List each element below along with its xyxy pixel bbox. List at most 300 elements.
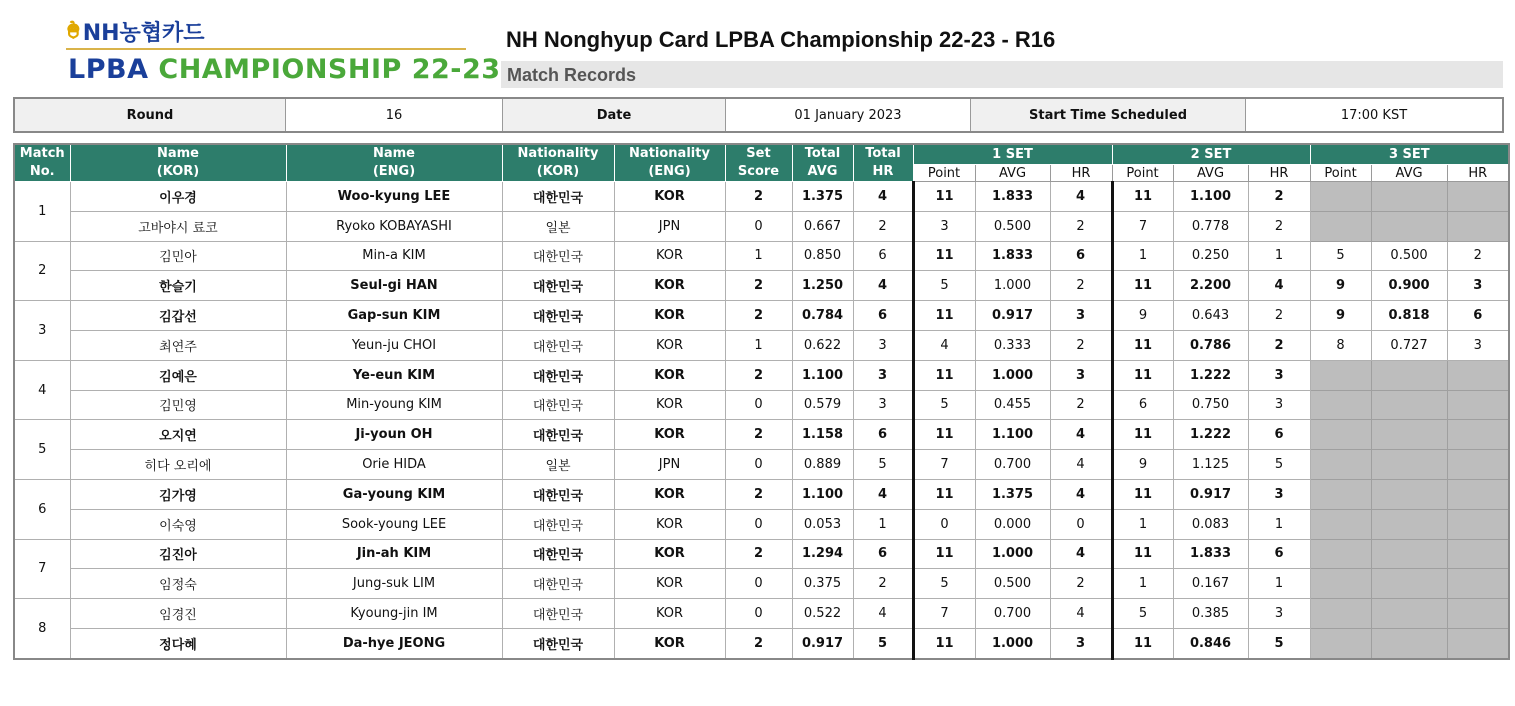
- player-nationality-kor: 대한민국: [502, 569, 614, 599]
- set3-empty-cell: [1371, 509, 1447, 539]
- col-nationality-kor: Nationality (KOR): [502, 144, 614, 182]
- set1-hr-cell: 2: [1050, 390, 1112, 420]
- set1-hr-cell: 4: [1050, 479, 1112, 509]
- subtitle-bar: [501, 61, 1503, 88]
- set2-avg-cell: 1.100: [1173, 182, 1248, 212]
- nh-emblem-icon: 🌰︎: [66, 17, 81, 45]
- set3-empty-cell: [1310, 420, 1371, 450]
- player-nationality-kor: 대한민국: [502, 301, 614, 331]
- date-label: Date: [503, 98, 726, 132]
- player-total-avg: 0.889: [792, 450, 853, 480]
- round-value: 16: [286, 98, 503, 132]
- set3-empty-cell: [1371, 539, 1447, 569]
- player-nationality-kor: 대한민국: [502, 330, 614, 360]
- set1-point-cell: 11: [913, 420, 975, 450]
- lpba-logo: [66, 16, 501, 90]
- set2-avg-cell: 0.846: [1173, 628, 1248, 658]
- player-name-eng: Gap-sun KIM: [286, 301, 502, 331]
- player-nationality-kor: 대한민국: [502, 241, 614, 271]
- player-total-avg: 0.579: [792, 390, 853, 420]
- player-total-hr: 6: [853, 539, 913, 569]
- player-nationality-eng: KOR: [614, 539, 725, 569]
- player-nationality-kor: 대한민국: [502, 599, 614, 629]
- set1-point-cell: 3: [913, 211, 975, 241]
- set2-hr-cell: 2: [1248, 211, 1310, 241]
- set2-point-cell: 11: [1112, 420, 1173, 450]
- player-nationality-kor: 대한민국: [502, 360, 614, 390]
- set3-empty-cell: [1310, 628, 1371, 658]
- player-total-avg: 0.622: [792, 330, 853, 360]
- set3-empty-cell: [1371, 450, 1447, 480]
- set1-hr-cell: 6: [1050, 241, 1112, 271]
- player-nationality-kor: 대한민국: [502, 509, 614, 539]
- set2-avg-cell: 0.083: [1173, 509, 1248, 539]
- player-name-eng: Jung-suk LIM: [286, 569, 502, 599]
- col-set3: 3 SET: [1310, 144, 1509, 165]
- player-set-score: 0: [725, 599, 792, 629]
- table-row: [14, 241, 1509, 271]
- set2-point-cell: 11: [1112, 271, 1173, 301]
- set3-hr-cell: 2: [1447, 241, 1509, 271]
- player-name-eng: Yeun-ju CHOI: [286, 330, 502, 360]
- set2-avg-cell: 0.167: [1173, 569, 1248, 599]
- table-row: [14, 271, 1509, 301]
- match-number-cell: 2: [14, 241, 70, 301]
- set2-hr-cell: 1: [1248, 569, 1310, 599]
- player-name-kor: 오지연: [70, 420, 286, 450]
- player-name-kor: 이숙영: [70, 509, 286, 539]
- logo-championship: [68, 54, 501, 85]
- set3-empty-cell: [1371, 360, 1447, 390]
- player-name-eng: Seul-gi HAN: [286, 271, 502, 301]
- set3-avg-cell: 0.900: [1371, 271, 1447, 301]
- set3-empty-cell: [1447, 509, 1509, 539]
- player-total-hr: 4: [853, 271, 913, 301]
- table-row: [14, 301, 1509, 331]
- col-total-avg: Total AVG: [792, 144, 853, 182]
- player-nationality-kor: 대한민국: [502, 182, 614, 212]
- set3-empty-cell: [1447, 479, 1509, 509]
- set2-point-cell: 5: [1112, 599, 1173, 629]
- set3-hr-cell: 6: [1447, 301, 1509, 331]
- player-name-eng: Ga-young KIM: [286, 479, 502, 509]
- set2-hr-cell: 5: [1248, 628, 1310, 658]
- set3-empty-cell: [1371, 569, 1447, 599]
- player-total-avg: 1.158: [792, 420, 853, 450]
- player-nationality-eng: KOR: [614, 599, 725, 629]
- start-time-label: Start Time Scheduled: [971, 98, 1246, 132]
- player-total-avg: 0.850: [792, 241, 853, 271]
- set1-avg-cell: 0.500: [975, 211, 1050, 241]
- player-name-eng: Ji-youn OH: [286, 420, 502, 450]
- set3-empty-cell: [1310, 599, 1371, 629]
- set2-point-cell: 1: [1112, 241, 1173, 271]
- set2-hr-cell: 6: [1248, 539, 1310, 569]
- player-name-eng: Jin-ah KIM: [286, 539, 502, 569]
- player-total-avg: 0.917: [792, 628, 853, 658]
- player-total-hr: 3: [853, 330, 913, 360]
- set1-avg-cell: 0.700: [975, 450, 1050, 480]
- col-set2-avg: AVG: [1173, 165, 1248, 182]
- set1-point-cell: 0: [913, 509, 975, 539]
- set1-point-cell: 7: [913, 450, 975, 480]
- match-number-cell: 8: [14, 599, 70, 659]
- set3-empty-cell: [1310, 360, 1371, 390]
- player-name-kor: 김민영: [70, 390, 286, 420]
- set1-point-cell: 11: [913, 479, 975, 509]
- match-number-cell: 5: [14, 420, 70, 480]
- set3-point-cell: 9: [1310, 271, 1371, 301]
- set3-empty-cell: [1447, 390, 1509, 420]
- player-name-eng: Min-a KIM: [286, 241, 502, 271]
- set3-empty-cell: [1310, 509, 1371, 539]
- match-number-cell: 1: [14, 182, 70, 242]
- player-name-kor: 임정숙: [70, 569, 286, 599]
- set2-avg-cell: 1.833: [1173, 539, 1248, 569]
- player-name-kor: 김가영: [70, 479, 286, 509]
- table-row: [14, 360, 1509, 390]
- set1-point-cell: 11: [913, 241, 975, 271]
- set1-avg-cell: 0.333: [975, 330, 1050, 360]
- player-name-eng: Sook-young LEE: [286, 509, 502, 539]
- set3-avg-cell: 0.818: [1371, 301, 1447, 331]
- set1-point-cell: 11: [913, 360, 975, 390]
- player-total-hr: 4: [853, 182, 913, 212]
- set3-empty-cell: [1447, 420, 1509, 450]
- player-set-score: 0: [725, 390, 792, 420]
- set2-avg-cell: 1.222: [1173, 360, 1248, 390]
- set2-point-cell: 6: [1112, 390, 1173, 420]
- set3-avg-cell: 0.500: [1371, 241, 1447, 271]
- set1-hr-cell: 4: [1050, 450, 1112, 480]
- logo-lpba-text: LPBA: [68, 54, 149, 85]
- set2-hr-cell: 4: [1248, 271, 1310, 301]
- player-total-avg: 1.250: [792, 271, 853, 301]
- player-nationality-eng: KOR: [614, 390, 725, 420]
- set1-avg-cell: 0.500: [975, 569, 1050, 599]
- set3-empty-cell: [1310, 390, 1371, 420]
- set2-avg-cell: 0.778: [1173, 211, 1248, 241]
- player-name-kor: 최연주: [70, 330, 286, 360]
- set1-avg-cell: 1.375: [975, 479, 1050, 509]
- player-name-kor: 정다혜: [70, 628, 286, 658]
- player-nationality-eng: KOR: [614, 241, 725, 271]
- player-nationality-eng: KOR: [614, 509, 725, 539]
- player-name-kor: 임경진: [70, 599, 286, 629]
- player-nationality-eng: KOR: [614, 182, 725, 212]
- set3-empty-cell: [1310, 479, 1371, 509]
- player-nationality-kor: 일본: [502, 211, 614, 241]
- player-set-score: 2: [725, 301, 792, 331]
- set3-empty-cell: [1310, 450, 1371, 480]
- player-set-score: 0: [725, 509, 792, 539]
- player-nationality-eng: JPN: [614, 211, 725, 241]
- player-name-eng: Min-young KIM: [286, 390, 502, 420]
- player-total-hr: 1: [853, 509, 913, 539]
- player-name-kor: 김민아: [70, 241, 286, 271]
- set1-point-cell: 11: [913, 539, 975, 569]
- player-set-score: 0: [725, 569, 792, 599]
- player-nationality-kor: 일본: [502, 450, 614, 480]
- player-name-kor: 한슬기: [70, 271, 286, 301]
- col-total-hr: Total HR: [853, 144, 913, 182]
- set3-empty-cell: [1447, 539, 1509, 569]
- match-number-cell: 3: [14, 301, 70, 361]
- set2-avg-cell: 0.786: [1173, 330, 1248, 360]
- set2-avg-cell: 0.250: [1173, 241, 1248, 271]
- player-total-hr: 3: [853, 360, 913, 390]
- player-set-score: 0: [725, 211, 792, 241]
- col-set1-hr: HR: [1050, 165, 1112, 182]
- set1-point-cell: 5: [913, 390, 975, 420]
- set2-point-cell: 11: [1112, 182, 1173, 212]
- player-total-hr: 6: [853, 241, 913, 271]
- match-records-table: [13, 143, 1510, 660]
- set1-hr-cell: 2: [1050, 211, 1112, 241]
- table-row: [14, 330, 1509, 360]
- set1-avg-cell: 1.833: [975, 241, 1050, 271]
- set3-empty-cell: [1371, 420, 1447, 450]
- col-set3-hr: HR: [1447, 165, 1509, 182]
- player-nationality-eng: KOR: [614, 628, 725, 658]
- set2-point-cell: 9: [1112, 301, 1173, 331]
- set2-point-cell: 11: [1112, 330, 1173, 360]
- match-number-cell: 7: [14, 539, 70, 599]
- player-nationality-kor: 대한민국: [502, 479, 614, 509]
- set2-avg-cell: 1.222: [1173, 420, 1248, 450]
- set1-hr-cell: 4: [1050, 599, 1112, 629]
- set2-avg-cell: 0.750: [1173, 390, 1248, 420]
- match-number-cell: 6: [14, 479, 70, 539]
- player-nationality-kor: 대한민국: [502, 390, 614, 420]
- player-set-score: 2: [725, 539, 792, 569]
- date-value: 01 January 2023: [726, 98, 971, 132]
- set1-avg-cell: 1.000: [975, 628, 1050, 658]
- player-nationality-eng: KOR: [614, 330, 725, 360]
- set1-point-cell: 11: [913, 628, 975, 658]
- set1-avg-cell: 0.455: [975, 390, 1050, 420]
- set1-hr-cell: 0: [1050, 509, 1112, 539]
- set1-hr-cell: 4: [1050, 539, 1112, 569]
- table-row: [14, 539, 1509, 569]
- table-row: [14, 628, 1509, 658]
- set2-hr-cell: 5: [1248, 450, 1310, 480]
- player-nationality-kor: 대한민국: [502, 271, 614, 301]
- set1-avg-cell: 0.700: [975, 599, 1050, 629]
- player-name-eng: Da-hye JEONG: [286, 628, 502, 658]
- set3-empty-cell: [1447, 569, 1509, 599]
- set2-point-cell: 1: [1112, 569, 1173, 599]
- match-number-cell: 4: [14, 360, 70, 420]
- set2-hr-cell: 2: [1248, 330, 1310, 360]
- table-row: [14, 569, 1509, 599]
- set2-avg-cell: 1.125: [1173, 450, 1248, 480]
- player-name-kor: 김갑선: [70, 301, 286, 331]
- player-total-hr: 6: [853, 301, 913, 331]
- player-set-score: 2: [725, 420, 792, 450]
- player-nationality-eng: JPN: [614, 450, 725, 480]
- player-name-eng: Ye-eun KIM: [286, 360, 502, 390]
- set2-point-cell: 9: [1112, 450, 1173, 480]
- set1-hr-cell: 4: [1050, 420, 1112, 450]
- set1-point-cell: 5: [913, 569, 975, 599]
- set1-avg-cell: 0.917: [975, 301, 1050, 331]
- player-total-avg: 0.375: [792, 569, 853, 599]
- player-total-avg: 1.375: [792, 182, 853, 212]
- set3-empty-cell: [1310, 211, 1371, 241]
- player-set-score: 0: [725, 450, 792, 480]
- set1-point-cell: 11: [913, 301, 975, 331]
- set2-hr-cell: 2: [1248, 301, 1310, 331]
- col-set-score: Set Score: [725, 144, 792, 182]
- table-row: [14, 509, 1509, 539]
- set3-point-cell: 5: [1310, 241, 1371, 271]
- set2-point-cell: 11: [1112, 628, 1173, 658]
- set3-empty-cell: [1310, 182, 1371, 212]
- logo-top-text: NH농협카드: [82, 20, 205, 46]
- player-total-avg: 0.784: [792, 301, 853, 331]
- set3-empty-cell: [1371, 599, 1447, 629]
- set3-empty-cell: [1447, 360, 1509, 390]
- table-row: [14, 599, 1509, 629]
- col-match-no: Match No.: [14, 144, 70, 182]
- set1-avg-cell: 1.000: [975, 271, 1050, 301]
- set1-hr-cell: 2: [1050, 569, 1112, 599]
- logo-champ-text: CHAMPIONSHIP 22-23: [158, 54, 501, 85]
- set3-empty-cell: [1447, 450, 1509, 480]
- set2-hr-cell: 3: [1248, 390, 1310, 420]
- player-total-avg: 0.053: [792, 509, 853, 539]
- col-set2-hr: HR: [1248, 165, 1310, 182]
- set1-point-cell: 11: [913, 182, 975, 212]
- col-set1-avg: AVG: [975, 165, 1050, 182]
- set1-avg-cell: 1.000: [975, 360, 1050, 390]
- set3-point-cell: 8: [1310, 330, 1371, 360]
- player-nationality-kor: 대한민국: [502, 628, 614, 658]
- set1-hr-cell: 2: [1050, 271, 1112, 301]
- col-name-eng: Name (ENG): [286, 144, 502, 182]
- set1-point-cell: 7: [913, 599, 975, 629]
- set3-empty-cell: [1447, 628, 1509, 658]
- player-set-score: 2: [725, 628, 792, 658]
- player-nationality-eng: KOR: [614, 420, 725, 450]
- col-set2: 2 SET: [1112, 144, 1310, 165]
- set3-empty-cell: [1371, 182, 1447, 212]
- player-name-kor: 김진아: [70, 539, 286, 569]
- player-total-avg: 1.100: [792, 479, 853, 509]
- page-subtitle: Match Records: [507, 65, 637, 85]
- player-set-score: 2: [725, 479, 792, 509]
- set3-empty-cell: [1447, 182, 1509, 212]
- player-total-hr: 5: [853, 628, 913, 658]
- player-total-avg: 0.522: [792, 599, 853, 629]
- set3-point-cell: 9: [1310, 301, 1371, 331]
- set2-hr-cell: 3: [1248, 599, 1310, 629]
- page-title: NH Nonghyup Card LPBA Championship 22-23 - R16: [506, 27, 1056, 52]
- table-row: [14, 420, 1509, 450]
- set2-hr-cell: 1: [1248, 509, 1310, 539]
- player-total-hr: 2: [853, 569, 913, 599]
- set3-empty-cell: [1310, 569, 1371, 599]
- set2-point-cell: 11: [1112, 479, 1173, 509]
- player-set-score: 1: [725, 241, 792, 271]
- set1-hr-cell: 4: [1050, 182, 1112, 212]
- set3-empty-cell: [1310, 539, 1371, 569]
- table-row: [14, 479, 1509, 509]
- col-set1: 1 SET: [913, 144, 1112, 165]
- nh-card-logo: [66, 16, 205, 46]
- col-set3-avg: AVG: [1371, 165, 1447, 182]
- col-set3-point: Point: [1310, 165, 1371, 182]
- set1-avg-cell: 0.000: [975, 509, 1050, 539]
- set1-point-cell: 5: [913, 271, 975, 301]
- table-row: [14, 450, 1509, 480]
- logo-divider: [66, 48, 466, 50]
- player-total-hr: 6: [853, 420, 913, 450]
- table-row: [14, 390, 1509, 420]
- table-row: [14, 211, 1509, 241]
- player-nationality-eng: KOR: [614, 301, 725, 331]
- set2-hr-cell: 3: [1248, 479, 1310, 509]
- player-set-score: 1: [725, 330, 792, 360]
- player-nationality-kor: 대한민국: [502, 539, 614, 569]
- set3-hr-cell: 3: [1447, 271, 1509, 301]
- set3-empty-cell: [1371, 390, 1447, 420]
- player-total-avg: 1.100: [792, 360, 853, 390]
- player-total-hr: 4: [853, 479, 913, 509]
- match-info-table: [13, 97, 1504, 133]
- player-name-eng: Orie HIDA: [286, 450, 502, 480]
- set2-hr-cell: 3: [1248, 360, 1310, 390]
- player-total-hr: 5: [853, 450, 913, 480]
- player-total-avg: 1.294: [792, 539, 853, 569]
- set1-hr-cell: 2: [1050, 330, 1112, 360]
- set2-hr-cell: 2: [1248, 182, 1310, 212]
- player-name-kor: 이우경: [70, 182, 286, 212]
- col-set1-point: Point: [913, 165, 975, 182]
- set2-point-cell: 11: [1112, 539, 1173, 569]
- player-set-score: 2: [725, 271, 792, 301]
- set2-point-cell: 7: [1112, 211, 1173, 241]
- set1-avg-cell: 1.100: [975, 420, 1050, 450]
- set3-empty-cell: [1447, 211, 1509, 241]
- set3-avg-cell: 0.727: [1371, 330, 1447, 360]
- set1-avg-cell: 1.833: [975, 182, 1050, 212]
- player-name-kor: 히다 오리에: [70, 450, 286, 480]
- player-set-score: 2: [725, 360, 792, 390]
- player-name-eng: Woo-kyung LEE: [286, 182, 502, 212]
- set2-hr-cell: 1: [1248, 241, 1310, 271]
- player-nationality-eng: KOR: [614, 271, 725, 301]
- set1-avg-cell: 1.000: [975, 539, 1050, 569]
- set2-avg-cell: 0.385: [1173, 599, 1248, 629]
- col-name-kor: Name (KOR): [70, 144, 286, 182]
- player-total-hr: 3: [853, 390, 913, 420]
- player-name-eng: Kyoung-jin IM: [286, 599, 502, 629]
- set3-empty-cell: [1371, 211, 1447, 241]
- player-name-eng: Ryoko KOBAYASHI: [286, 211, 502, 241]
- set3-empty-cell: [1371, 628, 1447, 658]
- set1-hr-cell: 3: [1050, 360, 1112, 390]
- set3-empty-cell: [1447, 599, 1509, 629]
- player-name-kor: 김예은: [70, 360, 286, 390]
- set1-point-cell: 4: [913, 330, 975, 360]
- player-total-hr: 2: [853, 211, 913, 241]
- set1-hr-cell: 3: [1050, 301, 1112, 331]
- col-nationality-eng: Nationality (ENG): [614, 144, 725, 182]
- round-label: Round: [14, 98, 286, 132]
- table-row: [14, 182, 1509, 212]
